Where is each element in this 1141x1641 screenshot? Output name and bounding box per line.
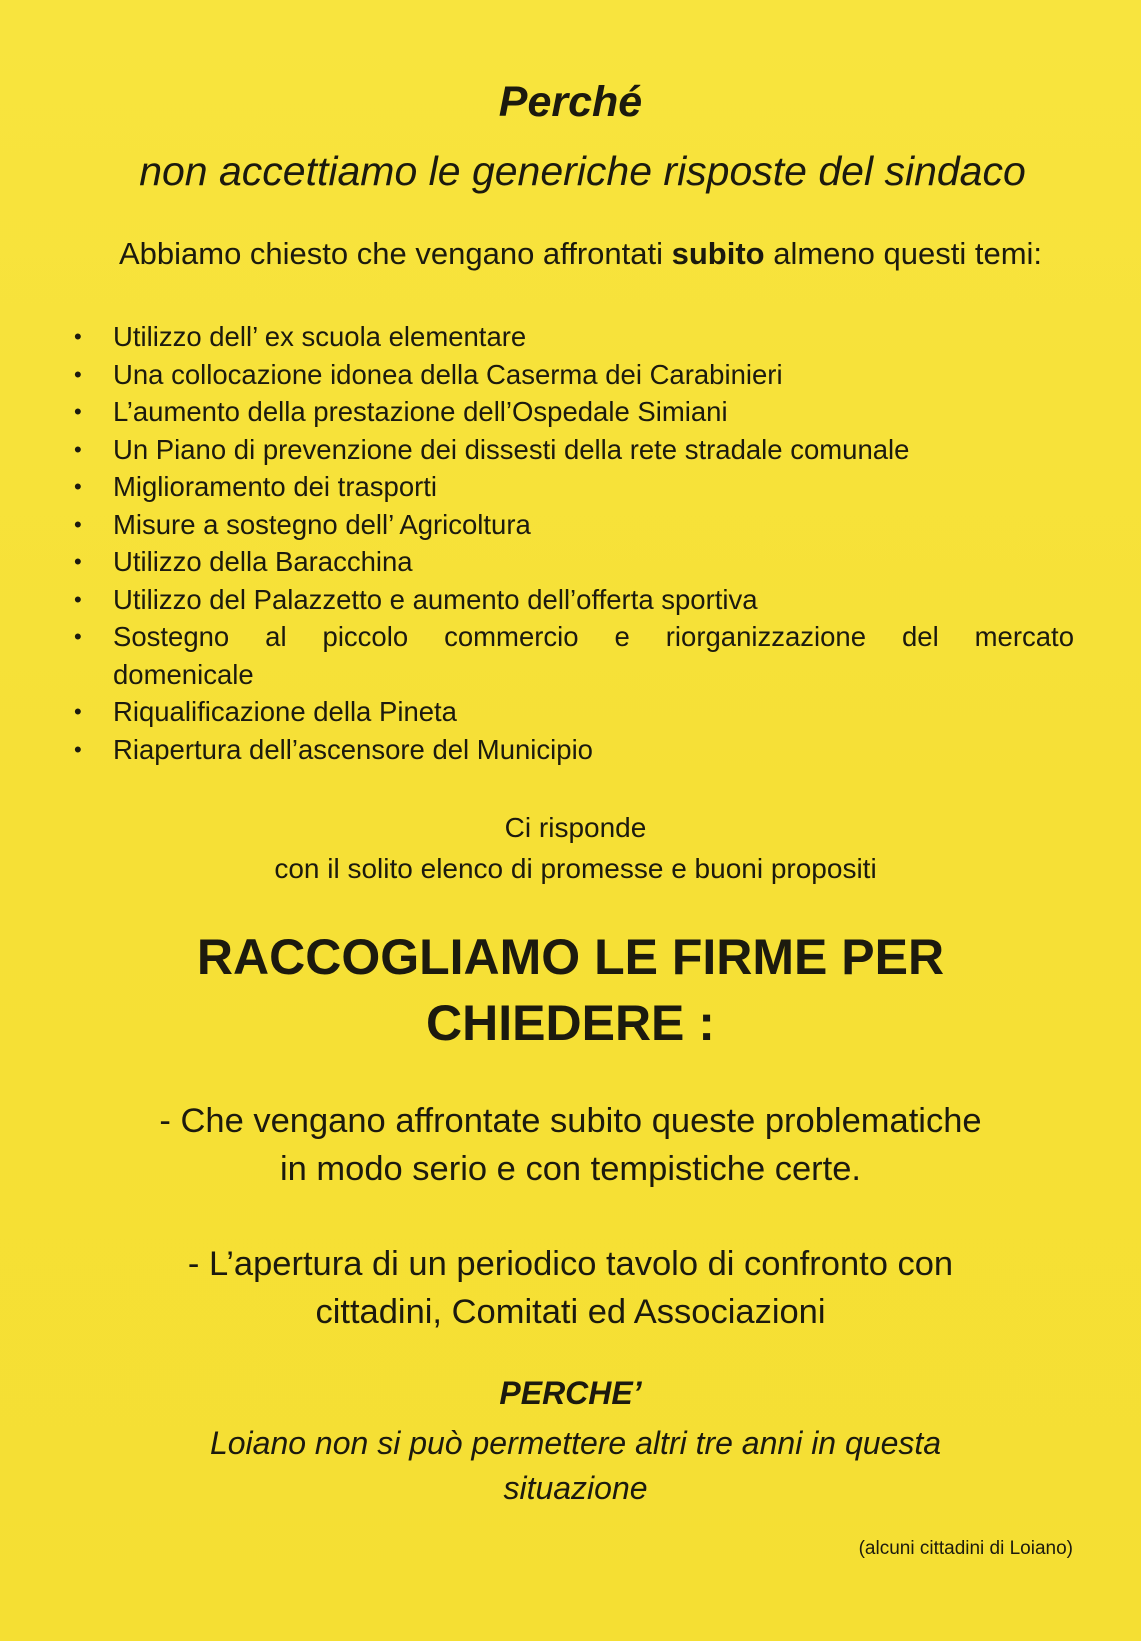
bullet-icon: • — [74, 324, 82, 349]
list-item-text: Miglioramento dei trasporti — [113, 471, 438, 502]
list-item — [72, 618, 1074, 656]
headline-line: RACCOGLIAMO LE FIRME PER — [196, 929, 945, 985]
list-item — [72, 318, 1074, 356]
bullet-icon: • — [74, 736, 82, 762]
topics-list — [72, 318, 1074, 768]
list-item — [72, 731, 1074, 769]
bullet-icon: • — [74, 586, 82, 612]
list-item-text: Utilizzo dell’ ex scuola elementare — [113, 321, 527, 352]
closing-title: PERCHE’ — [499, 1375, 642, 1411]
signature: (alcuni cittadini di Loiano) — [858, 1538, 1073, 1559]
list-item — [72, 468, 1074, 506]
demand-paragraph — [0, 1097, 1141, 1193]
intro-emphasis: subito — [671, 236, 765, 271]
demand-paragraph — [0, 1240, 1141, 1336]
intro-text-before: Abbiamo chiesto che vengano affrontati — [118, 236, 672, 271]
bullet-icon: • — [74, 624, 82, 649]
closing-line: Loiano non si può permettere altri tre anni in questa — [209, 1425, 942, 1461]
demand-line: cittadini, Comitati ed Associazioni — [315, 1293, 826, 1331]
page-title: Perché — [498, 78, 643, 126]
closing-paragraph — [0, 1421, 1141, 1511]
intro-text-after: almeno questi temi: — [764, 236, 1043, 271]
reply-line: Ci risponde — [504, 812, 647, 843]
list-item — [72, 356, 1074, 394]
list-item — [72, 431, 1074, 469]
list-item — [72, 543, 1074, 581]
headline-line: CHIEDERE : — [426, 995, 715, 1051]
bullet-icon: • — [74, 399, 82, 424]
list-item-continuation — [72, 656, 1074, 694]
closing-line: situazione — [503, 1470, 648, 1506]
intro-paragraph — [0, 236, 1141, 272]
list-item-text: Sostegno al piccolo commercio e riorganizzazione del mercato — [113, 621, 1074, 652]
bullet-icon: • — [74, 549, 82, 574]
list-item-text: domenicale — [113, 658, 254, 690]
bullet-icon: • — [74, 474, 82, 499]
list-item-text: Utilizzo del Palazzetto e aumento dell’offerta sportiva — [113, 583, 758, 615]
demand-line: - Che vengano affrontate subito queste problematiche — [159, 1102, 982, 1140]
reply-line: con il solito elenco di promesse e buoni propositi — [274, 853, 877, 884]
list-item-text: Utilizzo della Baracchina — [113, 546, 413, 577]
page-subtitle: non accettiamo le generiche risposte del sindaco — [139, 148, 1026, 194]
demand-line: - L’apertura di un periodico tavolo di confronto con — [187, 1245, 954, 1283]
bullet-icon: • — [74, 699, 82, 724]
list-item-text: Riqualificazione della Pineta — [113, 696, 457, 727]
headline — [0, 924, 1141, 1056]
reply-paragraph — [0, 807, 1141, 889]
bullet-icon: • — [74, 436, 82, 462]
list-item — [72, 506, 1074, 544]
list-item-text: Una collocazione idonea della Caserma dei Carabinieri — [113, 358, 783, 390]
list-item — [72, 693, 1074, 731]
list-item-text: Misure a sostegno dell’ Agricoltura — [113, 508, 531, 540]
list-item-text: L’aumento della prestazione dell’Ospedale Simiani — [113, 396, 728, 427]
list-item — [72, 393, 1074, 431]
bullet-icon: • — [74, 511, 82, 537]
bullet-icon: • — [74, 361, 82, 387]
demand-line: in modo serio e con tempistiche certe. — [279, 1150, 862, 1188]
list-item-text: Un Piano di prevenzione dei dissesti della rete stradale comunale — [113, 433, 910, 465]
list-item — [72, 581, 1074, 619]
list-item-text: Riapertura dell’ascensore del Municipio — [113, 733, 593, 765]
